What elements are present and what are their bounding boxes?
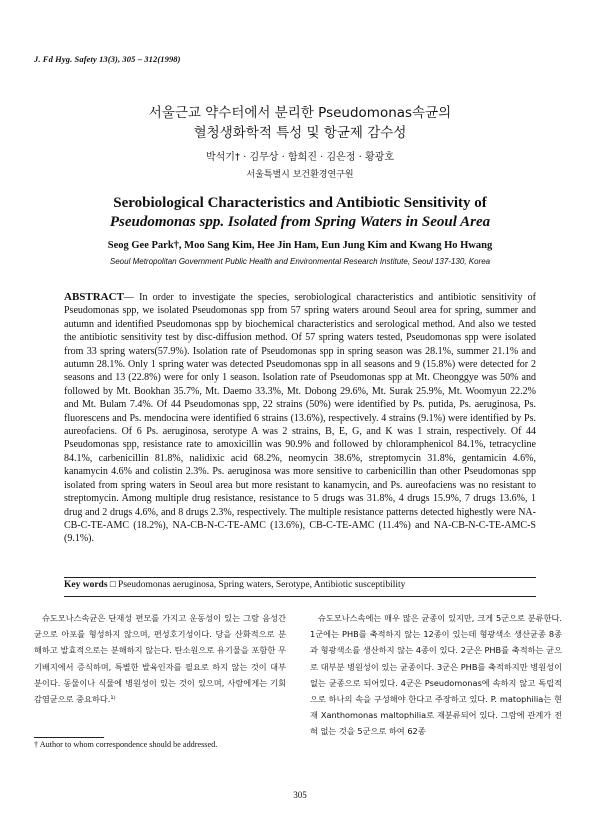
- keywords-rule-top: [64, 577, 536, 578]
- keywords: [64, 580, 536, 590]
- title-english-line1: Serobiological Characteristics and Antibiotic Sensitivity of: [113, 195, 487, 211]
- footnote: † Author to whom correspondence should be addressed.: [34, 740, 218, 749]
- abstract-text: — In order to investigate the species, serobiological characteristics and antibiotic sensitivity of Pseudomonas spp, we isolated Pseudomonas spp from 57 spring waters around Seoul area for spring, summer and autumn and identified Pseudomonas spp by biochemical characteristics and serological method. And also we tested the antibiotic sensitivity test by disc-diffusion method. Of 57 spring waters tested, Pseudomonas spp were isolated from 33 spring waters(57.9%). Isolation rate of Pseudomonas spp in spring season was 28.1%, summer 21.1% and autumn 28.1%. Only 1 spring water was detected Pseudomonas spp in all seasons and 9 (15.8%) were detected for 2 seasons and 13 (22.8%) were for only 1 season. Isolation rate of Pseudomonas spp at Mt. Cheonggye was 50% and followed by Mt. Bookhan 35.7%, Mt. Daemo 33.3%, Mt. Dobong 29.6%, Mt. Surak 25.9%, Mt. Woomyun 22.2% and Mt. Bulam 7.4%. Of 44 Pseudomonas spp, 22 strains (50%) were identified by Ps. putida, Ps. aeruginosa, Ps. fluorescens and Ps. mendocina were identified 6 strains (13.6%), respectively. 4 strains (9.1%) were identified by Ps. aureofaciens. Of 6 Ps. aeruginosa, serotype A was 2 strains, B, E, G, and K was 1 strain, respectively. Of 44 Pseudomonas spp, resistance rate to amoxicillin was 90.9% and followed by chloramphenicol 84.1%, tetracycline 84.1%, carbenicillin 81.8%, nalidixic acid 68.2%, neomycin 38.6%, streptomycin 31.8%, gentamicin 4.6%, kanamycin 4.6% and colistin 2.3%. Ps. aeruginosa was more sensitive to carbenicillin than other Pseudomonas spp isolated from spring waters in Seoul area but more resistant to kanamycin, and Ps. aureofaciens was no resistant to streptomycin. Among multiple drug resistance, resistance to 5 drugs was 31.8%, 4 drugs 15.9%, 7 drugs 13.6%, 1 drug and 2 drugs 4.6%, and 8 drugs 2.3%, respectively. The multiple resistance patterns detected highestly were NA-CB-C-TE-AMC (18.2%), NA-CB-N-C-TE-AMC (13.6%), CB-C-TE-AMC (11.4%) and NA-CB-N-C-TE-AMC-S (9.1%).: [64, 292, 536, 545]
- authors-english: Seog Gee Park†, Moo Sang Kim, Hee Jin Ham, Eun Jung Kim and Kwang Ho Hwang: [107, 240, 493, 251]
- authors-korean: 박석기† · 김무상 · 함희진 · 김은정 · 황광호: [205, 152, 395, 163]
- abstract: [64, 291, 536, 546]
- page-number: 305: [293, 790, 307, 800]
- intro-paragraph-left: 슈도모나스속균은 단재성 편모를 가지고 운동성이 있는 그람 음성간균으로 아포를 형성하지 않으며, 편성호기성이다. 당을 산화적으로 분해하고 발효적으로는 분해하지 않는다. 탄소원으로 유기물을 포함한 무기배지에서 증식하며, 특별한 발육인자를 필요로 하지 않는 것이 대부분이다. 동물이나 식물에 병원성이 있는 것이 있으며, 사람에게는 기회감염균으로 중요하다.¹⁾: [34, 613, 286, 705]
- intro-paragraph-right: 슈도모나스속에는 매우 많은 균종이 있지만, 크게 5군으로 분류한다. 1군에는 PHB를 축적하지 않는 12종이 있는데 형광색소 생산균종 8종과 형광색소를 생산하지 않는 4종이 있다. 2군은 PHB를 축적하는 균으로 대부분 병원성이 있는 균종이다. 3군은 PHB를 축적하지만 병원성이 없는 균종으로 되어있다. 4군은 Pseudomonas에 속하지 않고 독립적으로 하나의 속을 구성해야 한다고 주장하고 있다. P. matophilia는 현재 Xanthomonas maltophilia로 재분류되어 있다. 그람에 관계가 전혀 없는 것을 5군으로 하여 62종: [310, 613, 562, 737]
- keywords-rule-bottom: [64, 596, 536, 597]
- affiliation-english: Seoul Metropolitan Government Public Health and Environmental Research Institute, Seoul 137-130, Korea: [109, 257, 491, 266]
- title-english-line2: Pseudomonas spp. Isolated from Spring Waters in Seoul Area: [109, 214, 491, 230]
- footnote-rule: [34, 737, 104, 738]
- keywords-label: Key words: [64, 580, 108, 590]
- affiliation-korean: 서울특별시 보건환경연구원: [246, 170, 354, 180]
- keywords-text: □ Pseudomonas aeruginosa, Spring waters, Serotype, Antibiotic susceptibility: [109, 580, 406, 590]
- body-column-right: [310, 610, 562, 740]
- body-column-left: [34, 610, 286, 707]
- journal-citation: J. Fd Hyg. Safety 13(3), 305 – 312(1998): [34, 54, 181, 64]
- abstract-label: ABSTRACT: [64, 291, 124, 303]
- title-korean-line2: 혈청생화학적 특성 및 항균제 감수성: [193, 125, 407, 141]
- title-korean-line1: 서울근교 약수터에서 분리한 Pseudomonas속균의: [148, 105, 452, 121]
